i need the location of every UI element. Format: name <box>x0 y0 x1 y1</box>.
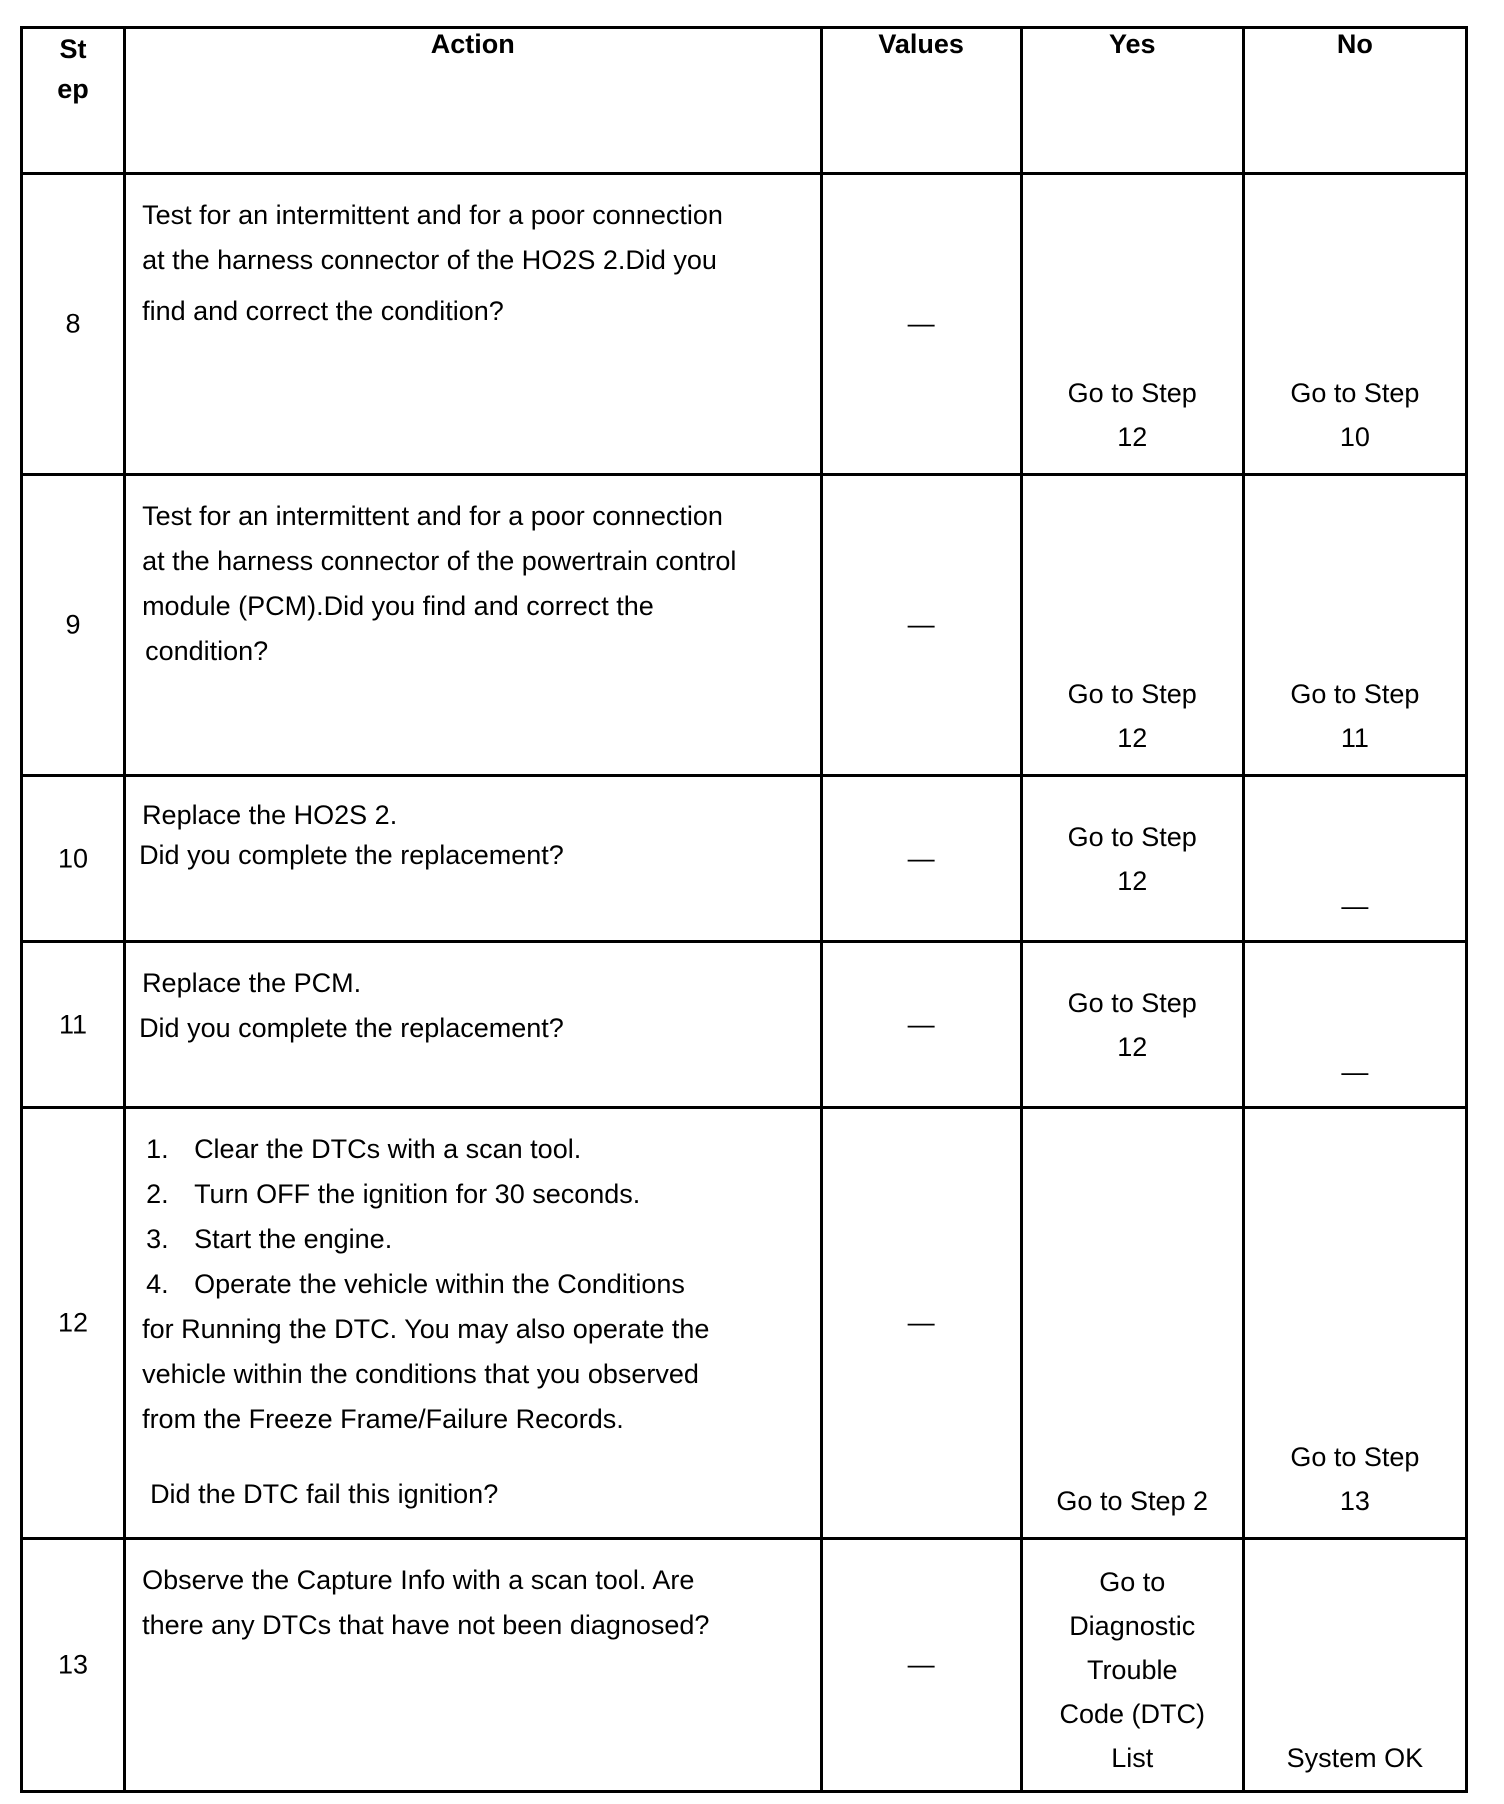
header-values: Values <box>821 28 1021 174</box>
values-cell <box>821 475 1021 776</box>
no-goto <box>1245 371 1465 459</box>
values-dash: — <box>907 843 935 873</box>
yes-goto-line: Code (DTC) <box>1059 1699 1205 1729</box>
action-cell <box>125 1108 821 1539</box>
yes-goto-line: Diagnostic <box>1069 1611 1196 1641</box>
yes-goto-line: 12 <box>1117 1031 1148 1062</box>
step-cell <box>22 776 125 942</box>
action-text <box>142 1558 799 1648</box>
yes-goto-line: Trouble <box>1086 1655 1178 1685</box>
yes-goto-line: 12 <box>1117 422 1148 452</box>
step-cell <box>22 942 125 1108</box>
no-cell <box>1243 776 1466 942</box>
action-cell <box>125 776 821 942</box>
step-number: 13 <box>58 1649 89 1680</box>
yes-cell <box>1021 942 1243 1108</box>
header-step <box>22 28 125 174</box>
action-line: module (PCM).Did you find and correct the <box>142 591 654 621</box>
action-list-item: 1. Clear the DTCs with a scan tool. <box>146 1134 582 1164</box>
header-step-line1: St <box>59 34 87 64</box>
no-goto <box>1245 672 1465 760</box>
action-cell <box>125 1539 821 1792</box>
no-cell <box>1243 1108 1466 1539</box>
values-cell <box>821 1108 1021 1539</box>
no-goto-line: 10 <box>1339 422 1370 452</box>
action-cell <box>125 475 821 776</box>
header-yes: Yes <box>1021 28 1243 174</box>
yes-goto-line: Go to <box>1099 1567 1166 1597</box>
yes-goto-line: Go to Step <box>1067 378 1197 408</box>
values-dash: — <box>907 1009 935 1039</box>
no-dash: — <box>1341 891 1369 921</box>
action-list-item: 4. Operate the vehicle within the Conditions <box>146 1269 685 1299</box>
step-cell <box>22 475 125 776</box>
table-row <box>22 1108 1467 1539</box>
step-number: 8 <box>65 308 81 339</box>
no-dash: — <box>1341 1057 1369 1087</box>
action-question: Did the DTC fail this ignition? <box>150 1479 499 1509</box>
no-goto-line: Go to Step <box>1290 1442 1420 1472</box>
action-line: Did you complete the replacement? <box>139 1013 564 1043</box>
action-cell <box>125 174 821 475</box>
step-number: 10 <box>58 843 89 873</box>
yes-goto <box>1023 981 1242 1069</box>
yes-goto-line: 12 <box>1117 723 1148 753</box>
header-no: No <box>1243 28 1466 174</box>
action-text <box>139 961 799 1051</box>
header-row <box>22 28 1467 174</box>
yes-cell <box>1021 475 1243 776</box>
yes-cell <box>1021 1539 1243 1792</box>
no-goto-line: 11 <box>1340 723 1369 753</box>
yes-goto: Go to Step 2 <box>1056 1486 1209 1516</box>
no-status: System OK <box>1286 1743 1424 1773</box>
no-cell <box>1243 942 1466 1108</box>
yes-goto-line: Go to Step <box>1067 987 1197 1018</box>
action-text <box>142 494 799 674</box>
action-line: Replace the PCM. <box>142 968 362 998</box>
values-cell <box>821 776 1021 942</box>
action-text <box>142 193 799 334</box>
no-cell <box>1243 1539 1466 1792</box>
header-step-line2: ep <box>57 74 89 104</box>
action-line: Test for an intermittent and for a poor connection <box>142 501 723 531</box>
action-line: from the Freeze Frame/Failure Records. <box>142 1404 624 1434</box>
values-dash: — <box>907 308 935 339</box>
yes-cell <box>1021 174 1243 475</box>
step-number: 12 <box>58 1307 89 1338</box>
no-goto <box>1245 1435 1465 1523</box>
diagnostic-steps-table <box>20 26 1468 1793</box>
action-line: condition? <box>145 636 269 666</box>
action-line: Replace the HO2S 2. <box>142 800 398 830</box>
values-cell <box>821 942 1021 1108</box>
action-line: find and correct the condition? <box>142 296 504 326</box>
values-cell <box>821 174 1021 475</box>
yes-goto <box>1023 371 1242 459</box>
yes-goto-line: Go to Step <box>1067 821 1197 852</box>
action-text <box>139 795 799 875</box>
action-line: at the harness connector of the HO2S 2.Did you <box>142 245 717 275</box>
step-cell <box>22 1108 125 1539</box>
yes-goto-line: Go to Step <box>1067 679 1197 709</box>
yes-goto <box>1023 1560 1242 1780</box>
values-cell <box>821 1539 1021 1792</box>
action-cell <box>125 942 821 1108</box>
action-line: Observe the Capture Info with a scan tool. Are <box>142 1565 695 1595</box>
action-text <box>142 1127 799 1517</box>
yes-goto <box>1023 672 1242 760</box>
table-row <box>22 475 1467 776</box>
action-list-item: 3. Start the engine. <box>146 1224 393 1254</box>
yes-cell <box>1021 1108 1243 1539</box>
table-row <box>22 174 1467 475</box>
table-row <box>22 1539 1467 1792</box>
yes-goto <box>1023 815 1242 903</box>
no-cell <box>1243 174 1466 475</box>
step-number: 11 <box>59 1009 88 1039</box>
action-line: for Running the DTC. You may also operate the <box>142 1314 710 1344</box>
yes-goto-line: 12 <box>1117 865 1148 896</box>
header-action: Action <box>125 28 821 174</box>
action-line: at the harness connector of the powertrain control <box>142 546 737 576</box>
no-goto-line: Go to Step <box>1290 679 1420 709</box>
yes-cell <box>1021 776 1243 942</box>
action-line: Did you complete the replacement? <box>139 840 564 870</box>
step-cell <box>22 174 125 475</box>
values-dash: — <box>907 1649 935 1680</box>
table-row <box>22 942 1467 1108</box>
action-line: there any DTCs that have not been diagnosed? <box>142 1610 710 1640</box>
values-dash: — <box>907 609 935 640</box>
action-line: vehicle within the conditions that you observed <box>142 1359 699 1389</box>
no-goto-line: 13 <box>1339 1486 1370 1516</box>
step-number: 9 <box>65 609 81 640</box>
step-cell <box>22 1539 125 1792</box>
values-dash: — <box>907 1307 935 1338</box>
yes-goto-line: List <box>1111 1743 1154 1773</box>
table-row <box>22 776 1467 942</box>
action-line: Test for an intermittent and for a poor connection <box>142 200 723 230</box>
action-list-item: 2. Turn OFF the ignition for 30 seconds. <box>146 1179 641 1209</box>
no-cell <box>1243 475 1466 776</box>
no-goto-line: Go to Step <box>1290 378 1420 408</box>
